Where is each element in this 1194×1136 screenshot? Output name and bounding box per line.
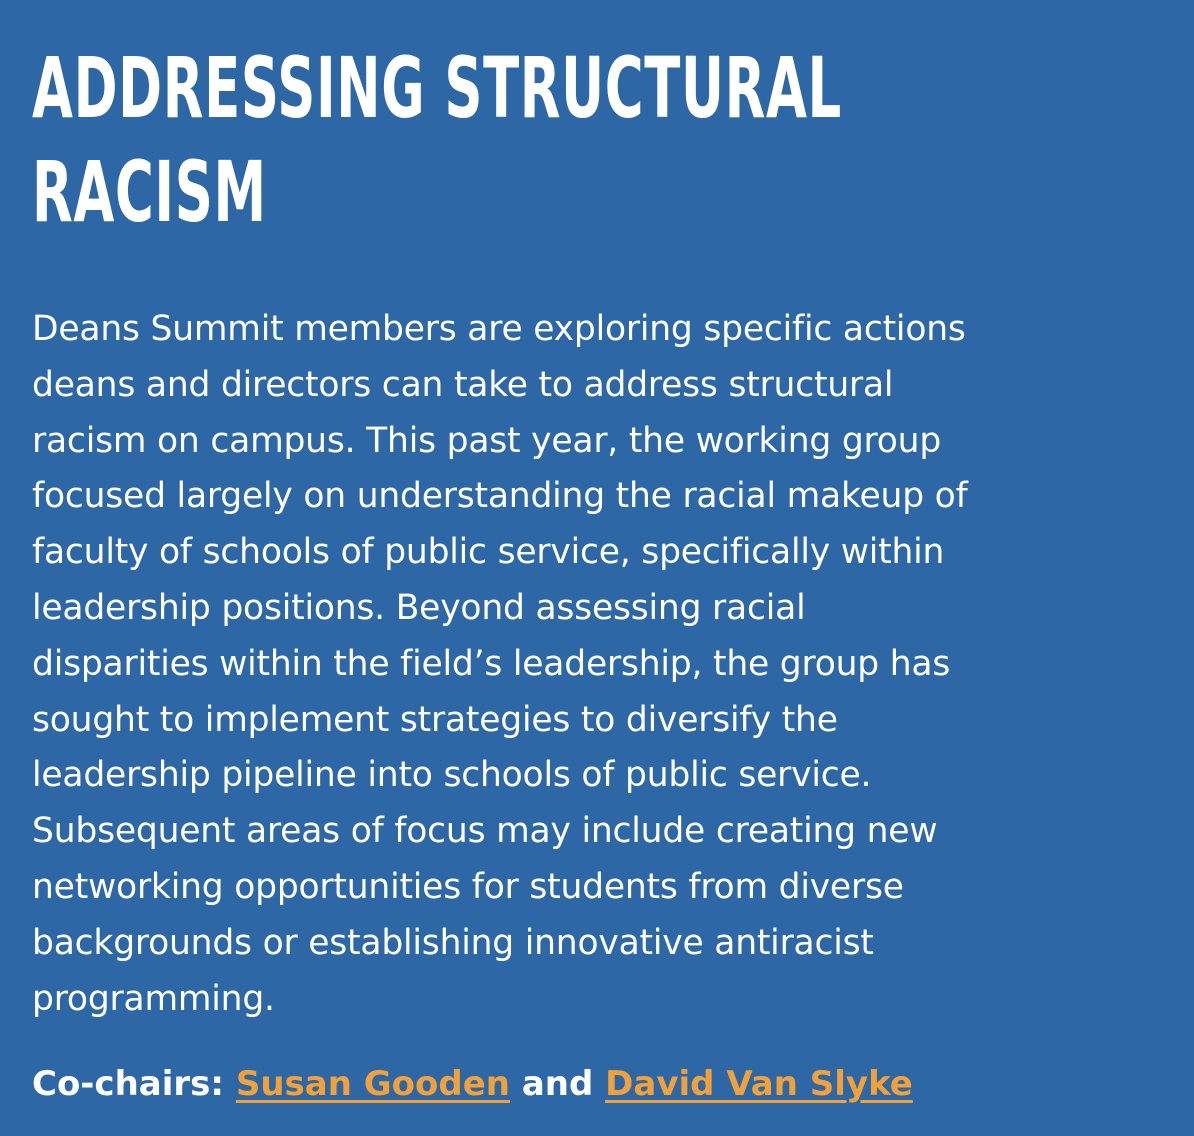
description-paragraph: Deans Summit members are exploring specific actions deans and directors can take to address structural racism on campus. This past year, the working group focused largely on understanding the racial makeup of faculty of schools of public service, specifically within leadership positions. Beyond assessing racial disparities within the field’s leadership, the group has sought to implement strategies to diversify the leadership pipeline into schools of public service. Subsequent areas of focus may include creating new networking opportunities for students from diverse backgrounds or establishing innovative antiracist programming. — [32, 309, 968, 1019]
page-title: ADDRESSING STRUCTURAL RACISM — [32, 39, 842, 241]
cochairs-label: Co-chairs: — [32, 1064, 224, 1104]
cochair-link-susan-gooden[interactable]: Susan Gooden — [235, 1064, 510, 1104]
cochairs-connector: and — [521, 1064, 594, 1104]
cochair-link-david-van-slyke[interactable]: David Van Slyke — [605, 1064, 913, 1104]
cochairs-line — [32, 1056, 913, 1112]
